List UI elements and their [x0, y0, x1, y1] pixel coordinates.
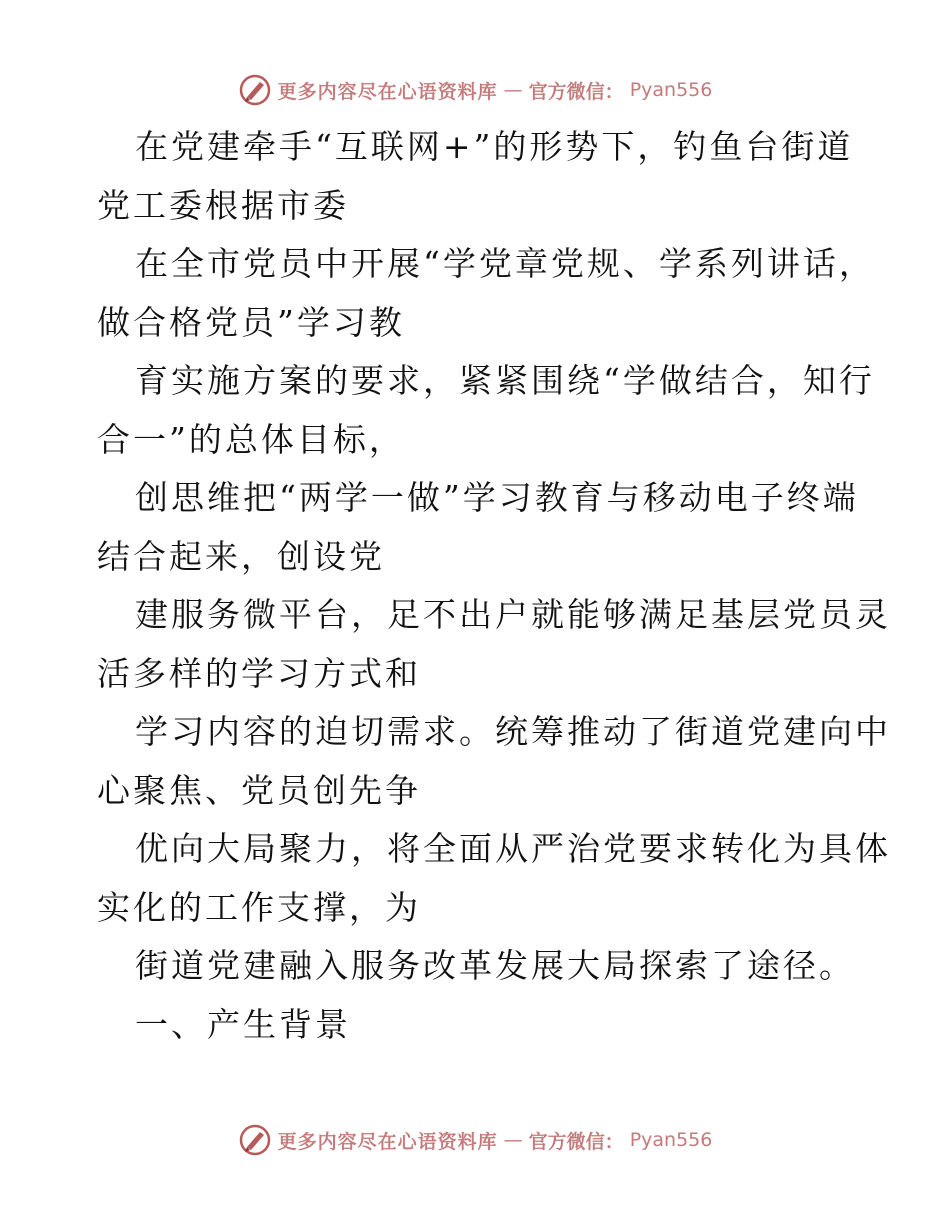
- banner-separator: —: [503, 79, 523, 101]
- paragraph-line: 街道党建融入服务改革发展大局探索了途径。: [135, 946, 855, 985]
- paragraph-line: 合一”的总体目标，: [97, 419, 405, 459]
- header-banner-content: [238, 73, 713, 107]
- banner-title: 更多内容尽在心语资料库: [277, 1130, 498, 1153]
- paragraph-line: 实化的工作支撑，为: [97, 887, 421, 927]
- footer-banner: [0, 1120, 950, 1160]
- banner-contact-label: 官方微信：: [528, 80, 624, 103]
- paragraph-line: 做合格党员”学习教: [97, 302, 405, 342]
- paragraph-line: 育实施方案的要求，紧紧围绕“学做结合，知行: [135, 361, 875, 400]
- paragraph-line: 在全市党员中开展“学党章党规、学系列讲话，: [135, 244, 875, 283]
- paragraph-line: 建服务微平台，足不出户就能够满足基层党员灵: [135, 595, 891, 634]
- paragraph-line: 优向大局聚力，将全面从严治党要求转化为具体: [135, 829, 891, 868]
- paragraph-line: 在党建牵手“互联网+”的形势下，钓鱼台街道: [135, 127, 854, 166]
- section-heading: 一、产生背景: [135, 1004, 351, 1044]
- banner-contact-id: Pyan556: [629, 79, 713, 101]
- banner-separator: —: [503, 1129, 523, 1151]
- header-banner: [0, 70, 950, 110]
- paragraph-line: 创思维把“两学一做”学习教育与移动电子终端: [135, 478, 859, 517]
- banner-contact-id: Pyan556: [629, 1129, 713, 1151]
- paragraph-line: 结合起来，创设党: [97, 536, 385, 576]
- pen-logo-icon: [238, 1123, 272, 1157]
- document-body: [97, 118, 891, 1054]
- paragraph-line: 心聚焦、党员创先争: [97, 770, 421, 810]
- paragraph-line: 学习内容的迫切需求。统筹推动了街道党建向中: [135, 712, 891, 751]
- banner-title: 更多内容尽在心语资料库: [277, 80, 498, 103]
- pen-logo-icon: [238, 73, 272, 107]
- footer-banner-content: [238, 1123, 713, 1157]
- paragraph-line: 活多样的学习方式和: [97, 653, 421, 693]
- banner-contact-label: 官方微信：: [528, 1130, 624, 1153]
- paragraph-line: 党工委根据市委: [97, 185, 349, 225]
